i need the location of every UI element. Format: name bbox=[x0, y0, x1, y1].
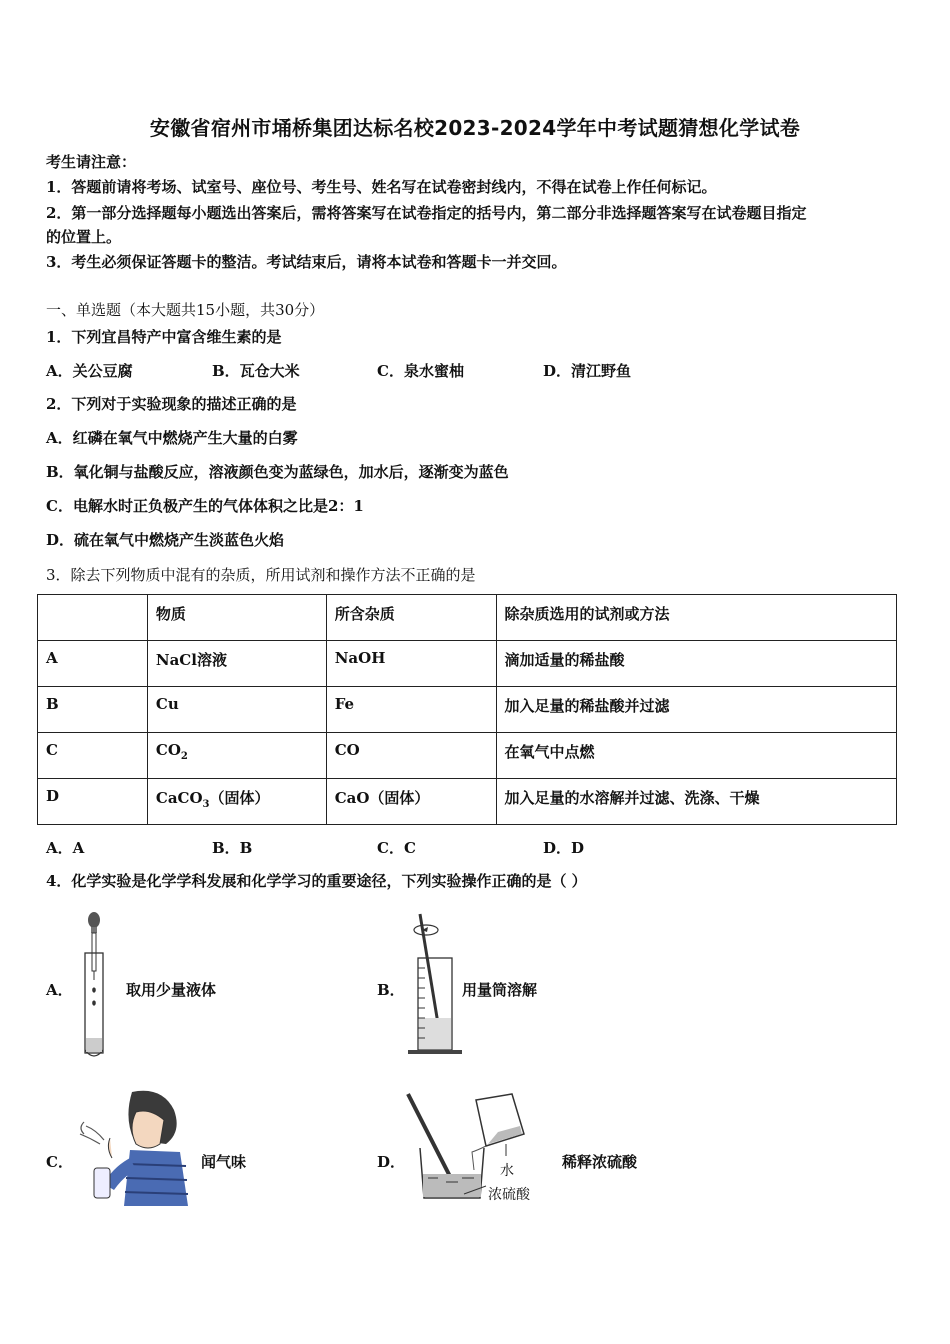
q2-stem: 2．下列对于实验现象的描述正确的是 bbox=[46, 395, 297, 413]
q4-option-a-letter: A． bbox=[46, 981, 73, 999]
q3-stem: 3．除去下列物质中混有的杂质，所用试剂和操作方法不正确的是 bbox=[46, 566, 476, 584]
q4-option-a-caption: 取用少量液体 bbox=[126, 981, 217, 999]
q3-option-a: A．A bbox=[46, 839, 85, 857]
substance-cell: Cu bbox=[147, 687, 326, 733]
method-cell: 滴加适量的稀盐酸 bbox=[496, 641, 896, 687]
q4-option-d-letter: D． bbox=[377, 1153, 406, 1171]
notice-heading: 考生请注意： bbox=[46, 153, 137, 171]
q1-stem: 1．下列宜昌特产中富含维生素的是 bbox=[46, 328, 282, 346]
smelling-gas-figure bbox=[70, 1088, 190, 1206]
concentrated-acid-label: 浓硫酸 bbox=[488, 1187, 530, 1203]
notice-item-2: 2．第一部分选择题每小题选出答案后，需将答案写在试卷指定的括号内，第二部分非选择题答案写在试卷题目指定 bbox=[46, 204, 807, 222]
method-cell: 在氧气中点燃 bbox=[496, 733, 896, 779]
q1-option-d: D．清江野鱼 bbox=[543, 362, 632, 380]
q1-option-a: A．关公豆腐 bbox=[46, 362, 133, 380]
method-cell: 加入足量的水溶解并过滤、洗涤、干燥 bbox=[496, 779, 896, 825]
table-header-cell bbox=[38, 595, 148, 641]
q2-option-a: A．红磷在氧气中燃烧产生大量的白雾 bbox=[46, 429, 298, 447]
table-row bbox=[38, 641, 897, 687]
water-label: 水 bbox=[500, 1163, 514, 1179]
table-header-cell: 物质 bbox=[147, 595, 326, 641]
q3-option-b: B．B bbox=[212, 839, 253, 857]
row-label: A bbox=[38, 641, 148, 687]
impurity-cell: CaO（固体） bbox=[326, 779, 496, 825]
table-row bbox=[38, 687, 897, 733]
section-heading: 一、单选题（本大题共15小题，共30分） bbox=[46, 301, 325, 319]
formula-main: CaCO bbox=[155, 789, 203, 807]
substance-cell bbox=[147, 779, 326, 825]
table-header-row bbox=[38, 595, 897, 641]
q2-option-d: D．硫在氧气中燃烧产生淡蓝色火焰 bbox=[46, 531, 285, 549]
table-row bbox=[38, 779, 897, 825]
table-header-cell: 除杂质选用的试剂或方法 bbox=[496, 595, 896, 641]
substance-cell bbox=[147, 733, 326, 779]
formula-subscript: 2 bbox=[180, 751, 188, 762]
q1-option-b: B．瓦仓大米 bbox=[212, 362, 300, 380]
formula-subscript: 3 bbox=[202, 799, 210, 810]
impurity-cell: Fe bbox=[326, 687, 496, 733]
q4-option-b-letter: B． bbox=[377, 981, 405, 999]
q3-option-c: C．C bbox=[377, 839, 416, 857]
q4-option-c-caption: 闻气味 bbox=[201, 1153, 247, 1171]
page-title: 安徽省宿州市埇桥集团达标名校2023-2024学年中考试题猜想化学试卷 bbox=[149, 116, 801, 140]
q2-option-c: C．电解水时正负极产生的气体体积之比是2：1 bbox=[46, 497, 364, 515]
q4-option-c-letter: C． bbox=[46, 1153, 73, 1171]
table-header-cell: 所含杂质 bbox=[326, 595, 496, 641]
table-row bbox=[38, 733, 897, 779]
notice-item-1: 1．答题前请将考场、试室号、座位号、考生号、姓名写在试卷密封线内，不得在试卷上作任何标记。 bbox=[46, 178, 717, 196]
row-label: B bbox=[38, 687, 148, 733]
notice-item-3: 3．考生必须保证答题卡的整洁。考试结束后，请将本试卷和答题卡一并交回。 bbox=[46, 253, 567, 271]
substance-cell: NaCl溶液 bbox=[147, 641, 326, 687]
q3-table bbox=[37, 594, 897, 825]
impurity-cell: NaOH bbox=[326, 641, 496, 687]
method-cell: 加入足量的稀盐酸并过滤 bbox=[496, 687, 896, 733]
row-label: C bbox=[38, 733, 148, 779]
formula-main: CO bbox=[155, 741, 181, 759]
formula-tail: （固体） bbox=[209, 789, 270, 807]
q1-option-c: C．泉水蜜柚 bbox=[377, 362, 464, 380]
q4-option-d-caption: 稀释浓硫酸 bbox=[562, 1153, 638, 1171]
impurity-cell: CO bbox=[326, 733, 496, 779]
notice-item-2-cont: 的位置上。 bbox=[46, 228, 122, 246]
q4-stem: 4．化学实验是化学学科发展和化学学习的重要途径，下列实验操作正确的是（ ） bbox=[46, 872, 587, 890]
dropper-test-tube-figure bbox=[72, 910, 122, 1065]
q4-option-b-caption: 用量筒溶解 bbox=[462, 981, 538, 999]
measuring-cylinder-figure bbox=[400, 908, 468, 1058]
q2-option-b: B．氧化铜与盐酸反应，溶液颜色变为蓝绿色，加水后，逐渐变为蓝色 bbox=[46, 463, 509, 481]
row-label: D bbox=[38, 779, 148, 825]
q3-option-d: D．D bbox=[543, 839, 585, 857]
